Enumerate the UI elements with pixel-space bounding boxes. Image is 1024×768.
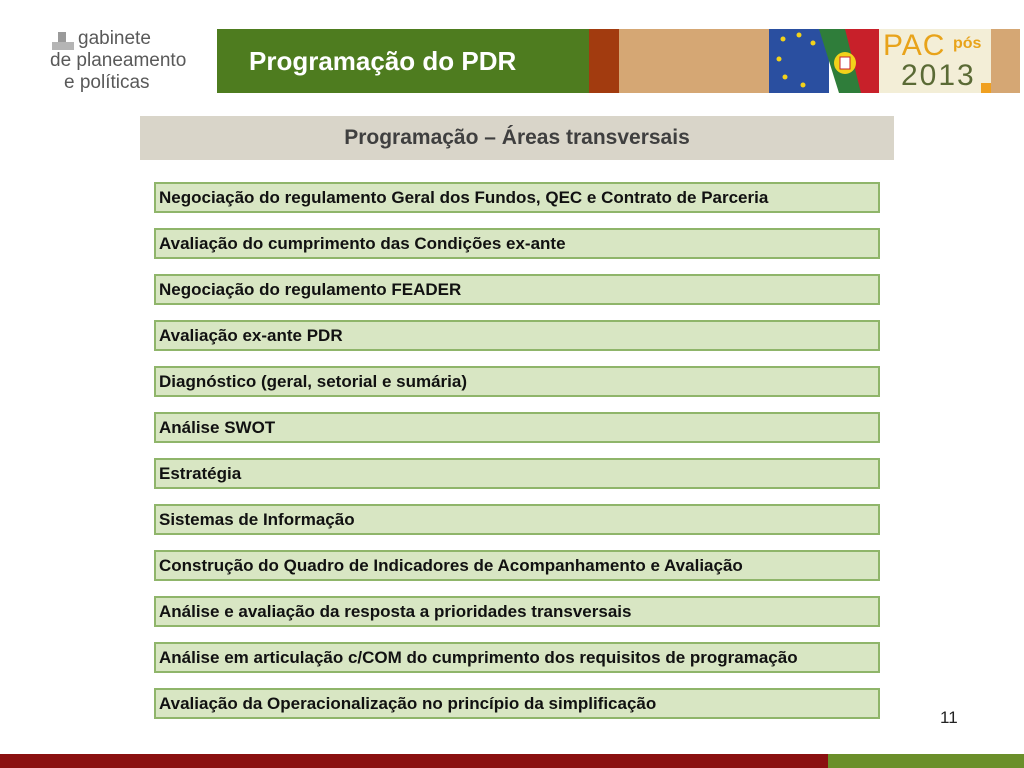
list-item [154,182,880,213]
subtitle-bar [140,116,894,160]
list-item [154,228,880,259]
list-item-label: Estratégia [159,463,242,483]
list-item [154,458,880,489]
list-item-label: Sistemas de Informação [159,509,355,529]
banner-stripe-tan [619,29,769,93]
list-item [154,596,880,627]
banner-orange-square [981,83,991,93]
list-item-label: Diagnóstico (geral, setorial e sumária) [159,371,467,391]
page-number: 11 [940,708,958,727]
list-item-label: Análise e avaliação da resposta a prioridades transversais [159,601,632,621]
header-title-block [217,29,589,93]
list-item [154,412,880,443]
section-subtitle: Programação – Áreas transversais [344,126,690,149]
year-label: 2013 [901,59,976,92]
footer-stripe-green [828,754,1024,768]
pos-label: pós [953,35,982,52]
gpp-logo [50,28,210,98]
list-item [154,504,880,535]
list-item-label: Negociação do regulamento FEADER [159,279,462,299]
list-item-label: Negociação do regulamento Geral dos Fundos, QEC e Contrato de Parceria [159,187,769,207]
list-item [154,688,880,719]
list-item [154,642,880,673]
header-banner [217,29,1020,93]
pac-label: PAC [883,29,946,62]
logo-line-2: de planeamento [50,50,187,71]
logo-line-3: e políticas [64,72,150,93]
list-item-label: Construção do Quadro de Indicadores de Acompanhamento e Avaliação [159,555,743,575]
page-title: Programação do PDR [249,45,517,76]
banner-stripe-rust [589,29,619,93]
list-item-label: Avaliação ex-ante PDR [159,325,343,345]
list-item-label: Análise SWOT [159,417,276,437]
list-item [154,366,880,397]
pac-pos-2013-logo [879,29,991,93]
logo-text [50,28,186,94]
list-item-label: Avaliação da Operacionalização no princípio da simplificação [159,693,657,713]
eu-portugal-flags-icon [769,29,879,93]
footer-stripe-red [0,754,828,768]
list-item-label: Avaliação do cumprimento das Condições ex-ante [159,233,566,253]
banner-stripe-end [991,29,1020,93]
list-item [154,320,880,351]
list-item [154,274,880,305]
list-item-label: Análise em articulação c/COM do cumprimento dos requisitos de programação [159,647,798,667]
list-item [154,550,880,581]
logo-line-1: gabinete [78,28,151,49]
footer-stripe [0,754,1024,768]
